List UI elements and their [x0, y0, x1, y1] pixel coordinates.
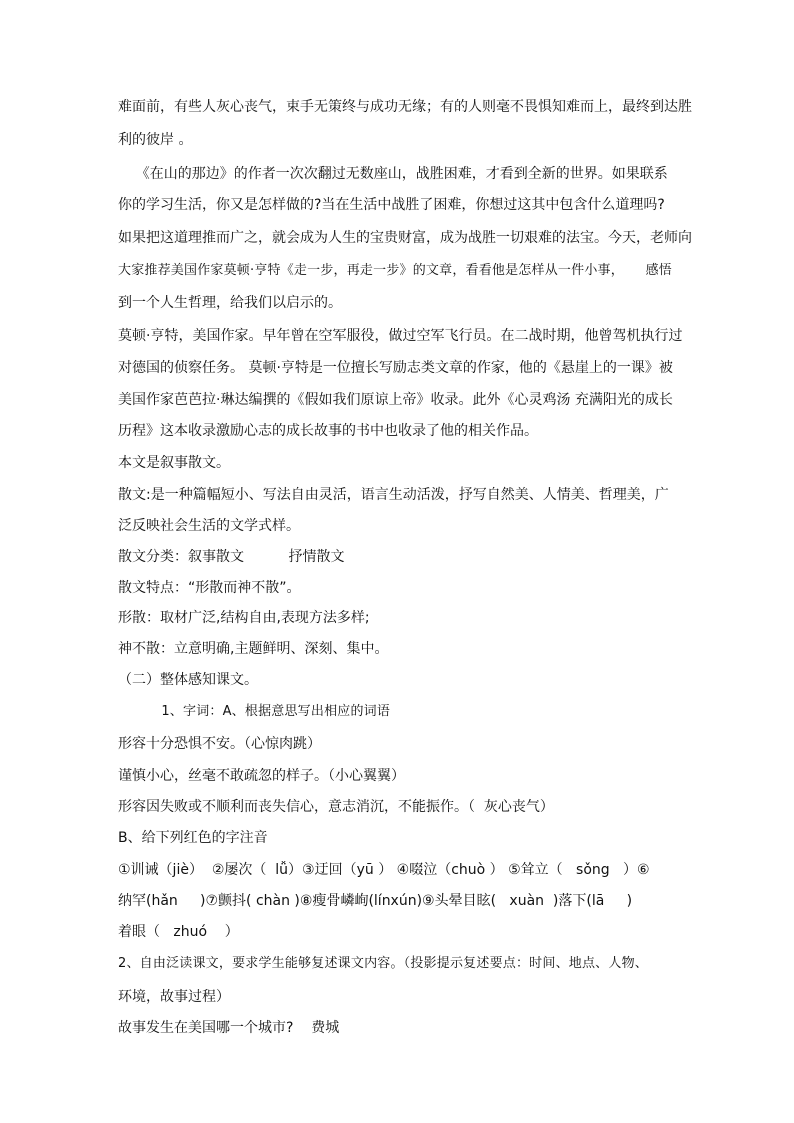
text-line: 2、自由泛读课文，要求学生能够复述课文内容。（投影提示复述要点：时间、地点、人物、 — [118, 956, 648, 971]
text-line: 莫顿·亨特，美国作家。早年曾在空军服役，做过空军飞行员。在二战时期，他曾驾机执行过 — [118, 328, 683, 344]
text-line: 故事发生在美国哪一个城市? 费城 — [118, 1020, 340, 1036]
text-line: 环境，故事过程） — [118, 989, 230, 1005]
text-line: 形散：取材广泛,结构自由,表现方法多样; — [118, 610, 370, 626]
text-line: 形容十分恐惧不安。（心惊肉跳） — [118, 736, 321, 752]
text-line: 如果把这道理推而广之，就会成为人生的宝贵财富，成为战胜一切艰难的法宝。今天，老师向 — [118, 230, 692, 246]
text-line: 谨慎小心，丝毫不敢疏忽的样子。（小心翼翼） — [118, 768, 405, 784]
text-line: 到一个人生哲理，给我们以启示的。 — [118, 295, 342, 311]
text-line: 难面前，有些人灰心丧气，束手无策终与成功无缘；有的人则毫不畏惧知难而上，最终到达胜 — [118, 99, 692, 115]
text-line: 美国作家芭芭拉·琳达编撰的《假如我们原谅上帝》收录。此外《心灵鸡汤 充满阳光的成长 — [118, 392, 673, 408]
text-line: 利的彼岸 。 — [118, 132, 193, 148]
text-line: （二）整体感知课文。 — [118, 672, 258, 688]
text-line: 大家推荐美国作家莫顿·亨特《走一步，再走一步》的文章，看看他是怎样从一件小事， 感悟 — [118, 263, 672, 278]
text-line: 对德国的侦察任务。 莫顿·亨特是一位擅长写励志类文章的作家，他的《悬崖上的一课》被 — [118, 360, 673, 376]
text-line: 1、字词：A、根据意思写出相应的词语 — [118, 704, 391, 719]
text-line: 你的学习生活，你又是怎样做的?当在生活中战胜了困难，你想过这其中包含什么道理吗? — [118, 197, 665, 213]
text-line: 神不散：立意明确,主题鲜明、深刻、集中。 — [118, 641, 389, 657]
text-line: 本文是叙事散文。 — [118, 455, 230, 471]
text-line: 纳罕(hǎn )⑦颤抖( chàn )⑧瘦骨嶙峋(línxún)⑨头晕目眩( xuàn )落下(lā ) — [118, 893, 633, 909]
text-line: 散文:是一种篇幅短小、写法自由灵活，语言生动活泼，抒写自然美、人情美、哲理美，广 — [118, 487, 669, 503]
text-line: 散文特点：“形散而神不散”。 — [118, 580, 301, 596]
text-line: B、给下列红色的字注音 — [118, 830, 268, 846]
text-line: 形容因失败或不顺利而丧失信心，意志消沉，不能振作。（ 灰心丧气） — [118, 799, 554, 815]
text-line: 泛反映社会生活的文学式样。 — [118, 518, 300, 534]
text-line: 着眼（ zhuó ） — [118, 924, 239, 940]
text-line: 《在山的那边》的作者一次次翻过无数座山，战胜困难，才看到全新的世界。如果联系 — [118, 166, 668, 182]
text-line: ①训诫（jiè） ②屡次（ lǚ）③迂回（yū ） ④啜泣（chuò ） ⑤耸立（ sǒng ）⑥ — [118, 862, 650, 878]
text-line: 历程》这本收录激励心志的成长故事的书中也收录了他的相关作品。 — [118, 423, 538, 439]
text-line: 散文分类：叙事散文 抒情散文 — [118, 549, 345, 565]
